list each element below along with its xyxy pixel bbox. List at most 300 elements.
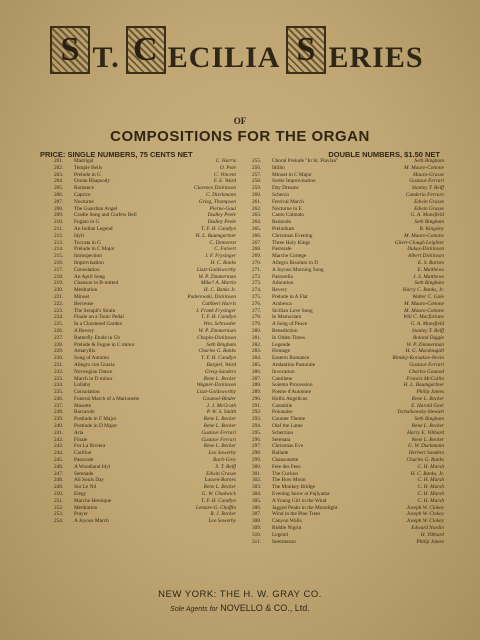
catalog-entry bbox=[54, 308, 236, 315]
entry-title: Counter Theme bbox=[272, 416, 305, 423]
entry-title: Romance bbox=[74, 185, 95, 192]
entry-title: Meditation bbox=[74, 287, 98, 294]
catalog-entry bbox=[252, 328, 444, 335]
entry-number: 292. bbox=[252, 409, 262, 416]
entry-number: 201. bbox=[54, 158, 64, 164]
entry-composer: Canderia Ferraro bbox=[405, 191, 444, 198]
entry-number: 269. bbox=[252, 253, 262, 260]
entry-number: 238. bbox=[54, 409, 64, 416]
catalog-entry bbox=[54, 430, 236, 437]
entry-number: 284. bbox=[252, 355, 262, 362]
entry-title: March in D minor bbox=[74, 375, 113, 382]
entry-composer: Mike? A. Martin bbox=[200, 280, 236, 287]
entry-composer: C. H. Marsh bbox=[417, 497, 444, 504]
entry-composer: R. Kingsley bbox=[419, 225, 444, 232]
entry-composer: Tschaikowsky-Stewart bbox=[397, 409, 444, 416]
catalog-entry bbox=[54, 457, 236, 464]
entry-title: Andantino Pastorale bbox=[272, 361, 316, 368]
entry-title: Redondo bbox=[272, 219, 292, 226]
entry-number: 231. bbox=[54, 361, 64, 368]
entry-composer: Cuthbert Harris bbox=[201, 300, 236, 307]
entry-number: 289. bbox=[252, 389, 262, 396]
entry-number: 254. bbox=[54, 518, 64, 525]
entry-composer: C. Dierkmann bbox=[205, 191, 236, 198]
entry-composer: Wm. Schroeder bbox=[203, 321, 236, 328]
entry-title: Revery bbox=[272, 287, 288, 294]
entry-number: 259. bbox=[252, 185, 262, 192]
entry-composer: J. F. Frysinger bbox=[204, 253, 236, 260]
entry-title: Legend bbox=[272, 531, 288, 538]
entry-composer: G. W. Chadwick bbox=[201, 491, 236, 498]
catalog-entry bbox=[252, 505, 444, 512]
catalog-entry bbox=[54, 280, 236, 287]
catalog-entry bbox=[252, 253, 444, 260]
entry-composer: T. F. H. Candlyn bbox=[201, 225, 236, 232]
entry-number: 294. bbox=[252, 423, 262, 430]
entry-number: 263. bbox=[252, 212, 262, 219]
catalog-entry bbox=[54, 355, 236, 362]
entry-composer: Edwin Grasse bbox=[414, 198, 444, 205]
catalog-entry bbox=[252, 342, 444, 349]
entry-title: Jagged Peaks in the Moonlight bbox=[272, 504, 338, 511]
entry-title: Elegy bbox=[74, 491, 87, 498]
entry-title: Allegro con Grazia bbox=[74, 361, 115, 368]
title-part-2: ECILIA bbox=[167, 41, 281, 74]
entry-composer: Bargiel, Ward bbox=[206, 361, 236, 368]
entry-number: 268. bbox=[252, 246, 262, 253]
entry-composer: Mauro-Grasse bbox=[413, 171, 444, 178]
entry-composer: Stanley T. Reiff bbox=[411, 327, 444, 334]
catalog-entry bbox=[54, 511, 236, 518]
catalog-entry bbox=[252, 280, 444, 287]
entry-number: 214. bbox=[54, 246, 64, 253]
catalog-entry bbox=[252, 314, 444, 321]
entry-title: Cantilene bbox=[272, 375, 293, 382]
entry-title: Canto Calmato bbox=[272, 212, 304, 219]
entry-title: The Monkey Bridge bbox=[272, 484, 315, 491]
entry-composer: Joseph W. Clokey bbox=[406, 504, 444, 511]
catalog-entry bbox=[252, 389, 444, 396]
entry-number: 209. bbox=[54, 212, 64, 219]
entry-number: 202. bbox=[54, 164, 64, 171]
catalog-entry bbox=[252, 464, 444, 471]
entry-title: Preludium bbox=[272, 225, 295, 232]
catalog-entry bbox=[252, 477, 444, 484]
entry-title: Prelude in A Flat bbox=[272, 293, 308, 300]
entry-title: Amaryllis bbox=[74, 348, 96, 355]
entry-number: 291. bbox=[252, 402, 262, 409]
entry-number: 230. bbox=[54, 355, 64, 362]
catalog-entry bbox=[252, 403, 444, 410]
ornate-initial-c: C bbox=[126, 26, 166, 74]
catalog-entry bbox=[54, 477, 236, 484]
catalog-entry bbox=[54, 464, 236, 471]
entry-number: 302. bbox=[252, 477, 262, 484]
entry-title: Serenata bbox=[272, 436, 291, 443]
entry-title: The Cuckoo bbox=[272, 470, 299, 477]
entry-title: Nocturne bbox=[74, 198, 94, 205]
catalog-entry bbox=[252, 355, 444, 362]
entry-title: Evening Snow at Fujiyama bbox=[272, 491, 330, 498]
entry-title: Christmas Evening bbox=[272, 232, 313, 239]
compositions-heading: COMPOSITIONS FOR THE ORGAN bbox=[110, 128, 370, 145]
entry-number: 275. bbox=[252, 293, 262, 300]
entry-composer: Dudley Peele bbox=[207, 212, 236, 219]
catalog-entry bbox=[252, 369, 444, 376]
catalog-entry bbox=[54, 376, 236, 383]
entry-title: Finale on a Tonic Pedal bbox=[74, 314, 124, 321]
entry-title: Butterfly Etude in Gb bbox=[74, 334, 121, 341]
entry-title: Toccata in G bbox=[74, 239, 101, 246]
entry-number: 203. bbox=[54, 171, 64, 178]
catalog-entry bbox=[252, 518, 444, 525]
entry-composer: M. Mauro-Cottone bbox=[404, 307, 444, 314]
entry-composer: J. Frank Frysinger bbox=[195, 307, 236, 314]
entry-composer: T. F. H. Candlyn bbox=[201, 497, 236, 504]
catalog-entry bbox=[252, 532, 444, 539]
entry-number: 267. bbox=[252, 239, 262, 246]
catalog-entry bbox=[54, 335, 236, 342]
entry-title: Three Holy Kings bbox=[272, 239, 311, 246]
entry-title: Pastorale bbox=[74, 457, 94, 464]
entry-number: 273. bbox=[252, 280, 262, 287]
entry-title: Idyll bbox=[74, 232, 85, 239]
catalog-entry bbox=[252, 206, 444, 213]
catalog-entry bbox=[54, 301, 236, 308]
entry-title: Caprice bbox=[74, 191, 91, 198]
entry-composer: P. W. S. Smith bbox=[206, 409, 236, 416]
entry-title: Invocation bbox=[272, 368, 295, 375]
entry-number: 235. bbox=[54, 389, 64, 396]
entry-composer: Francis McCollin bbox=[406, 375, 444, 382]
entry-number: 248. bbox=[54, 477, 64, 484]
catalog-entry bbox=[54, 362, 236, 369]
catalog-entry bbox=[252, 301, 444, 308]
catalog-entry bbox=[252, 430, 444, 437]
entry-number: 232. bbox=[54, 368, 64, 375]
entry-number: 253. bbox=[54, 511, 64, 518]
catalog-entry bbox=[252, 396, 444, 403]
entry-title: Pastorale bbox=[272, 246, 292, 253]
entry-composer: Roland Diggle bbox=[412, 334, 444, 341]
catalog-entry bbox=[54, 491, 236, 498]
catalog-entry bbox=[252, 287, 444, 294]
entry-composer: Dukas-Dickinson bbox=[407, 246, 444, 253]
entry-title: Postlude in F Major bbox=[74, 416, 117, 423]
catalog-entry bbox=[54, 416, 236, 423]
entry-title: Improvisation bbox=[74, 259, 104, 266]
catalog-entry bbox=[54, 233, 236, 240]
entry-composer: F. E. Ward bbox=[213, 178, 236, 185]
entry-composer: R. J. Becker bbox=[210, 511, 236, 518]
catalog-entry bbox=[54, 328, 236, 335]
catalog-entry bbox=[252, 274, 444, 281]
catalog-entry bbox=[54, 321, 236, 328]
of-label: OF bbox=[233, 116, 247, 126]
entry-composer: Leo Sowerby bbox=[208, 518, 236, 525]
entry-title: Prelude & Fugue in C minor bbox=[74, 341, 135, 348]
catalog-entry bbox=[252, 158, 444, 165]
entry-title: A Young Girl in the Wind bbox=[272, 497, 327, 504]
entry-number: 308. bbox=[252, 518, 262, 525]
catalog-left-column bbox=[54, 158, 236, 525]
entry-number: 260. bbox=[252, 191, 262, 198]
catalog-entry bbox=[54, 206, 236, 213]
entry-number: 207. bbox=[54, 198, 64, 205]
entry-title: An Indian Legend bbox=[74, 225, 113, 232]
entry-composer: J. J. McGrath bbox=[206, 402, 236, 409]
entry-number: 250. bbox=[54, 491, 64, 498]
catalog-entry bbox=[54, 260, 236, 267]
catalog-entry bbox=[54, 240, 236, 247]
entry-composer: C. H. Marsh bbox=[417, 484, 444, 491]
entry-number: 261. bbox=[252, 198, 262, 205]
entry-title: Marche Heroique bbox=[74, 497, 112, 504]
catalog-entry bbox=[54, 253, 236, 260]
entry-composer: Leo Sowerby bbox=[208, 450, 236, 457]
entry-title: A Woodland Idyl bbox=[74, 463, 111, 470]
entry-composer: Gilert-Clough Leighter bbox=[394, 239, 444, 246]
entry-number: 264. bbox=[252, 219, 262, 226]
entry-title: Consolation bbox=[74, 389, 100, 396]
entry-number: 276. bbox=[252, 300, 262, 307]
entry-title: Prelude in G bbox=[74, 171, 101, 178]
entry-number: 211. bbox=[54, 225, 64, 232]
catalog-entry bbox=[252, 226, 444, 233]
catalog-entry bbox=[54, 342, 236, 349]
entry-composer: Rene L. Becker bbox=[203, 375, 236, 382]
entry-number: 212. bbox=[54, 232, 64, 239]
entry-title: Postlude in D Major bbox=[74, 423, 118, 430]
catalog-right-column bbox=[252, 158, 444, 545]
entry-title: Legende bbox=[272, 341, 291, 348]
entry-title: Temple Bells bbox=[74, 164, 103, 171]
entry-number: 236. bbox=[54, 395, 64, 402]
entry-composer: E. Matthews bbox=[417, 266, 444, 273]
entry-title: A Joyous Morning Song bbox=[272, 266, 324, 273]
entry-title: Sicilian Love Song bbox=[272, 307, 313, 314]
entry-number: 213. bbox=[54, 239, 64, 246]
entry-number: 256. bbox=[252, 164, 262, 171]
ornate-initial-s2: S bbox=[286, 26, 326, 74]
entry-composer: Liszt-Goldsworthy bbox=[196, 266, 236, 273]
entry-composer: J. S. Matthews bbox=[413, 273, 444, 280]
catalog-entry bbox=[54, 423, 236, 430]
entry-number: 290. bbox=[252, 395, 262, 402]
entry-number: 249. bbox=[54, 484, 64, 491]
entry-title: Berceuse bbox=[74, 300, 94, 307]
entry-number: 206. bbox=[54, 191, 64, 198]
entry-number: 298. bbox=[252, 450, 262, 457]
catalog-entry bbox=[54, 348, 236, 355]
entry-composer: Joseph W. Clokey bbox=[406, 518, 444, 525]
entry-title: Chanson in B-mitted bbox=[74, 280, 119, 287]
entry-number: 243. bbox=[54, 443, 64, 450]
entry-title: Lullaby bbox=[74, 382, 91, 389]
entry-number: 247. bbox=[54, 470, 64, 477]
catalog-entry bbox=[54, 246, 236, 253]
entry-composer: M. Mauro-Cottone bbox=[404, 300, 444, 307]
entry-title: Finale bbox=[74, 436, 88, 443]
entry-number: 204. bbox=[54, 178, 64, 185]
catalog-entry bbox=[252, 185, 444, 192]
entry-composer: G. A. Mansfield bbox=[410, 212, 444, 219]
entry-composer: Bach-Grey bbox=[212, 457, 236, 464]
entry-number: 266. bbox=[252, 232, 262, 239]
catalog-entry bbox=[54, 498, 236, 505]
catalog-entry bbox=[252, 491, 444, 498]
entry-number: 282. bbox=[252, 341, 262, 348]
catalog-entry bbox=[252, 416, 444, 423]
entry-composer: Pierne-Gaul bbox=[209, 205, 236, 212]
catalog-entry bbox=[252, 233, 444, 240]
entry-composer: Charles G. Banks bbox=[198, 348, 236, 355]
entry-number: 233. bbox=[54, 375, 64, 382]
entry-composer: Walter C. Gale bbox=[412, 293, 444, 300]
catalog-entry bbox=[252, 199, 444, 206]
entry-title: Serenade bbox=[74, 470, 94, 477]
entry-number: 288. bbox=[252, 382, 262, 389]
entry-number: 295. bbox=[252, 429, 262, 436]
catalog-entry bbox=[54, 443, 236, 450]
entry-composer: E. S. Barnes bbox=[417, 259, 444, 266]
entry-number: 217. bbox=[54, 266, 64, 273]
entry-number: 222. bbox=[54, 300, 64, 307]
entry-composer: Edwin Grasse bbox=[206, 470, 236, 477]
entry-title: Polonaise bbox=[272, 409, 293, 416]
entry-title: Eastern Romance bbox=[272, 355, 310, 362]
entry-title: Ballade bbox=[272, 450, 289, 457]
entry-number: 271. bbox=[252, 266, 262, 273]
entry-composer: Lemare-G. Chaffin bbox=[195, 504, 236, 511]
entry-number: 208. bbox=[54, 205, 64, 212]
entry-composer: Gustave Ferrari bbox=[201, 436, 236, 443]
entry-title: Homage bbox=[272, 348, 290, 355]
entry-composer: Will C. Macfarlane bbox=[403, 314, 444, 321]
catalog-entry bbox=[54, 172, 236, 179]
entry-composer: C. Demorest bbox=[209, 239, 236, 246]
catalog-entry bbox=[252, 409, 444, 416]
entry-composer: T. F. H. Candlyn bbox=[201, 314, 236, 321]
entry-number: 223. bbox=[54, 307, 64, 314]
entry-composer: Rene L. Becker bbox=[411, 395, 444, 402]
entry-composer: Grieg, Thompson bbox=[198, 198, 236, 205]
catalog-entry bbox=[252, 457, 444, 464]
entry-composer: Edwin Grasse bbox=[414, 205, 444, 212]
catalog-entry bbox=[252, 348, 444, 355]
catalog-entry bbox=[54, 484, 236, 491]
catalog-entry bbox=[252, 335, 444, 342]
catalog-entry bbox=[252, 321, 444, 328]
catalog-entry bbox=[252, 376, 444, 383]
entry-number: 281. bbox=[252, 334, 262, 341]
entry-composer: Lassen-Barnes bbox=[204, 477, 236, 484]
entry-title: Sortie Improvisation bbox=[272, 178, 316, 185]
entry-title: Song of Autumn bbox=[74, 355, 110, 362]
entry-composer: O. Pole bbox=[219, 164, 236, 171]
price-single: PRICE: SINGLE NUMBERS, 75 CENTS NET bbox=[40, 150, 193, 159]
entry-number: 239. bbox=[54, 416, 64, 423]
entry-title: The Bow Moon bbox=[272, 477, 306, 484]
entry-title: Canyon Walls bbox=[272, 518, 302, 525]
entry-title: In a Cloistered Garden bbox=[74, 321, 123, 328]
entry-number: 252. bbox=[54, 504, 64, 511]
entry-number: 304. bbox=[252, 491, 262, 498]
catalog-entry bbox=[252, 212, 444, 219]
entry-number: 300. bbox=[252, 463, 262, 470]
catalog-entry bbox=[54, 471, 236, 478]
entry-composer: H. L. Baumgartner bbox=[403, 382, 444, 389]
entry-number: 229. bbox=[54, 348, 64, 355]
entry-composer: Liszt-Goldsworthy bbox=[196, 389, 236, 396]
entry-title: Christmas Eve bbox=[272, 443, 304, 450]
entry-title: Norwegian Dance bbox=[74, 368, 113, 375]
entry-title: Meditation bbox=[74, 504, 98, 511]
entry-number: 279. bbox=[252, 321, 262, 328]
entry-number: 240. bbox=[54, 423, 64, 430]
catalog-entry bbox=[252, 539, 444, 546]
entry-composer: Charles Gounod bbox=[408, 368, 444, 375]
entry-composer: E. Harold Geer bbox=[411, 402, 444, 409]
entry-composer: H. Vibbard bbox=[420, 531, 444, 538]
catalog-entry bbox=[54, 199, 236, 206]
entry-title: Olaf the Lame bbox=[272, 423, 303, 430]
entry-title: Benediction bbox=[272, 327, 298, 334]
entry-composer: Gustave Ferrari bbox=[409, 361, 444, 368]
catalog-entry bbox=[252, 267, 444, 274]
entry-number: 244. bbox=[54, 450, 64, 457]
entry-number: 303. bbox=[252, 484, 262, 491]
entry-number: 262. bbox=[252, 205, 262, 212]
entry-title: Introspection bbox=[74, 253, 102, 260]
entry-number: 283. bbox=[252, 348, 262, 355]
entry-title: In Olden Times bbox=[272, 334, 305, 341]
entry-composer: C. H. Marsh bbox=[417, 477, 444, 484]
entry-number: 257. bbox=[252, 171, 262, 178]
entry-title: An April Song bbox=[74, 273, 105, 280]
catalog-entry bbox=[252, 246, 444, 253]
catalog-entry bbox=[54, 165, 236, 172]
entry-title: Sur Le Nil bbox=[74, 484, 97, 491]
entry-number: 272. bbox=[252, 273, 262, 280]
entry-title: A Revery bbox=[74, 327, 95, 334]
entry-number: 246. bbox=[54, 463, 64, 470]
publisher-line: NEW YORK: THE H. W. GRAY CO. bbox=[158, 589, 322, 600]
entry-number: 305. bbox=[252, 497, 262, 504]
series-title bbox=[0, 26, 480, 74]
entry-number: 296. bbox=[252, 436, 262, 443]
entry-composer: Rene L. Becker bbox=[203, 416, 236, 423]
entry-number: 226. bbox=[54, 327, 64, 334]
entry-title: Riddle Nigrin bbox=[272, 525, 302, 532]
entry-number: 274. bbox=[252, 287, 262, 294]
entry-number: 218. bbox=[54, 273, 64, 280]
entry-number: 311. bbox=[252, 538, 262, 545]
catalog-entry bbox=[54, 192, 236, 199]
catalog-entry bbox=[252, 219, 444, 226]
entry-number: 270. bbox=[252, 259, 262, 266]
entry-title: Madrigal bbox=[74, 158, 94, 164]
entry-composer: Rene L. Becker bbox=[203, 484, 236, 491]
entry-title: Fete des Fees bbox=[272, 463, 301, 470]
entry-title: Fugato in G bbox=[74, 219, 100, 226]
entry-composer: Rene L. Becker bbox=[203, 423, 236, 430]
entry-number: 293. bbox=[252, 416, 262, 423]
catalog-entry bbox=[252, 178, 444, 185]
catalog-entry bbox=[252, 511, 444, 518]
entry-composer: W. P. Zimmerman bbox=[198, 273, 236, 280]
entry-title: Prayer bbox=[74, 511, 88, 518]
